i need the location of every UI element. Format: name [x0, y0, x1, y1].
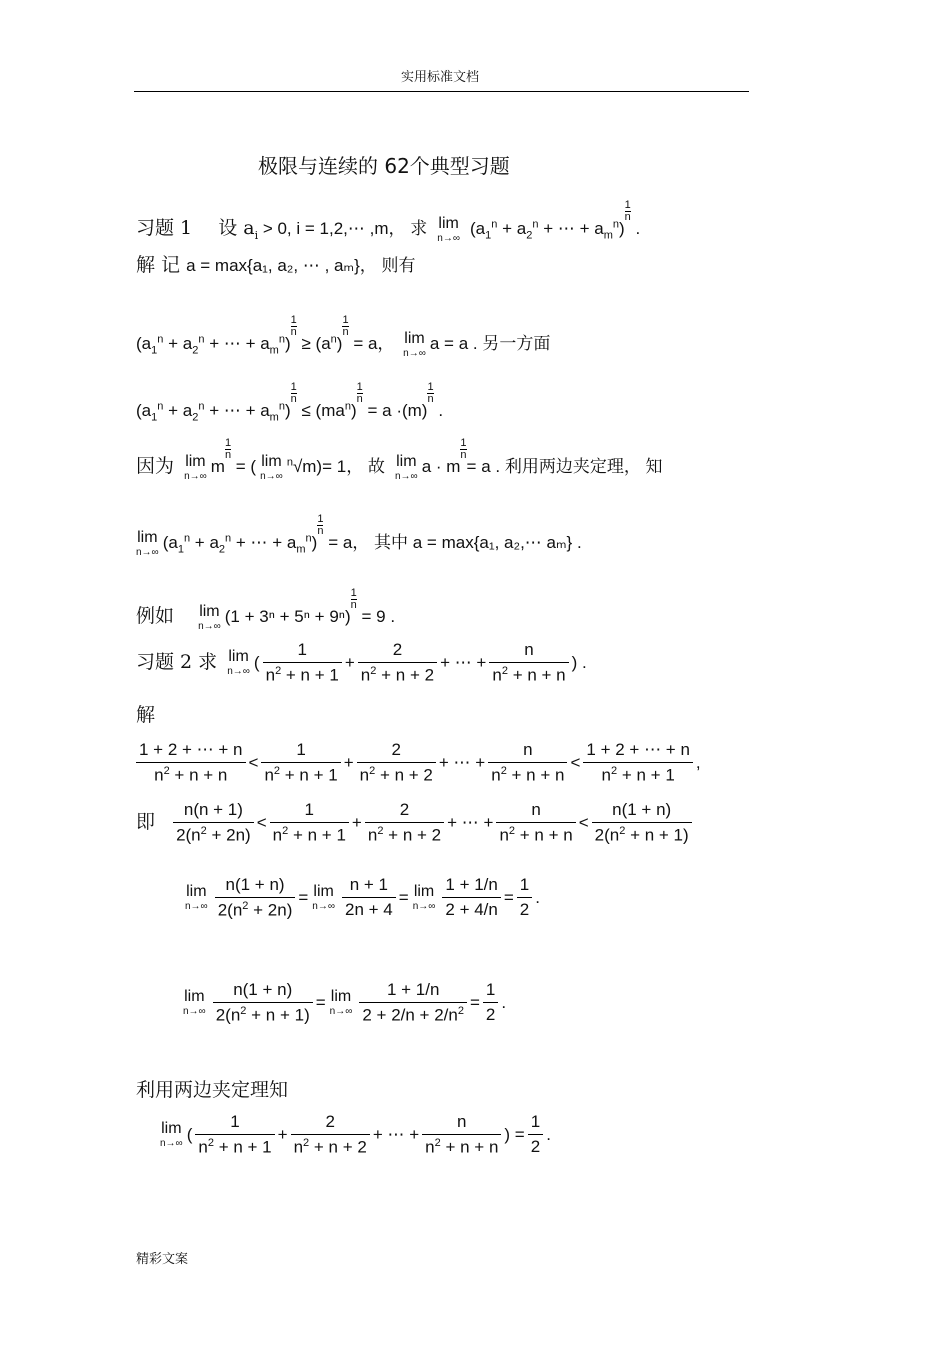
exercise-2-statement: 习题 2 求 lim n→∞ ( $\frac{1}{n^2 + n + 1}$ + $\frac{2}{n^2 + n + 2}$ + ⋯ + $\frac{n}{n^2 + n + n}$ ) .	[136, 640, 587, 685]
exercise-1-label: 习题 1	[136, 217, 193, 239]
exercise-1-result: lim n→∞ ($a_1^n + a_2^n$ + ⋯ + $a_m^n$) 1 n = a， 其中 a = max{a₁, a₂,⋯ aₘ} .	[136, 513, 582, 558]
page-footer: 精彩文案	[136, 1252, 189, 1267]
conclusion-label: 利用两边夹定理知	[136, 1079, 289, 1101]
sandwich-simplified: 即 $\frac{n(n + 1)}{2(n^2 + 2n)}$ < $\frac{1}{n^2 + n + 1}$ + $\frac{2}{n^2 + n + 2}$ + ⋯ + $\frac{n}{n^2 + n + n}$ < $\frac{n(1 + n)}{2(n^2 + n + 1)}$	[136, 800, 695, 846]
exercise-2-label: 习题 2 求	[136, 650, 218, 673]
sandwich-inequality: $\frac{1 + 2 + \cdots + n}{n^2 + n + n}$ < $\frac{1}{n^2 + n + 1}$ + $\frac{2}{n^2 + n + 2}$ + ⋯ + $\frac{n}{n^2 + n + n}$ < $\frac{1 + 2 + \cdots + n}{n^2 + n + 1}$ ,	[136, 740, 701, 786]
page-header: 实用标准文档	[400, 70, 479, 85]
because-statement: 因为 lim n→∞ m 1 n = ( lim n→∞ $^n$√m)= 1， 故 lim n→∞ a · m 1 n= a . 利用两边夹定理， 知	[136, 437, 663, 482]
upper-bound-limit: lim n→∞ $\frac{n(1 + n)}{2(n^2 + n + 1)}$ = lim n→∞ $\frac{1 + 1/n}{2 + 2/n + 2/n^2}$ = $\frac{1}{2}$ .	[183, 980, 507, 1025]
exercise-1-solution-intro: 解 记 a = max{a₁, a₂, ⋯ , aₘ}， 则有	[136, 254, 416, 276]
exercise-1-statement	[136, 200, 640, 244]
exercise-2-result: lim n→∞ ( $\frac{1}{n^2 + n + 1}$ + $\frac{2}{n^2 + n + 2}$ + ⋯ + $\frac{n}{n^2 + n + n}$ ) = $\frac{1}{2}$ .	[160, 1112, 551, 1157]
header-rule	[134, 91, 749, 92]
lim-symbol: lim n→∞	[437, 214, 460, 244]
inequality-1: ($a_1^n + a_2^n$ + ⋯ + $a_m^n$) 1 $n \ge (a^n)$ 1 n = a， lim n→∞ a = a . 另一方面	[136, 314, 551, 359]
example: 例如 lim n→∞ (1 + 3ⁿ + 5ⁿ + 9ⁿ) 1 n = 9 .	[136, 587, 396, 632]
inequality-2: ($a_1^n + a_2^n$ + ⋯ + $a_m^n$) 1 $n \le (ma^n)$ 1 n = a ·(m) 1 n .	[136, 381, 444, 424]
exercise-1-expr: ($a_1^n + a_2^n$ + ⋯ + $a_m^n$) 1 n .	[470, 199, 641, 242]
exercise-1-condition: 设 $a_i > 0$, i = 1,2,⋯ ,m， 求	[218, 217, 428, 242]
exercise-2-solution-label: 解	[136, 704, 156, 726]
lower-bound-limit: lim n→∞ $\frac{n(1 + n)}{2(n^2 + 2n)}$ = lim n→∞ $\frac{n + 1}{2n + 4}$ = lim n→∞ $\frac{1 + 1/n}{2 + 4/n}$ = $\frac{1}{2}$ .	[185, 875, 540, 920]
page-title: 极限与连续的 62个典型习题	[258, 154, 510, 178]
